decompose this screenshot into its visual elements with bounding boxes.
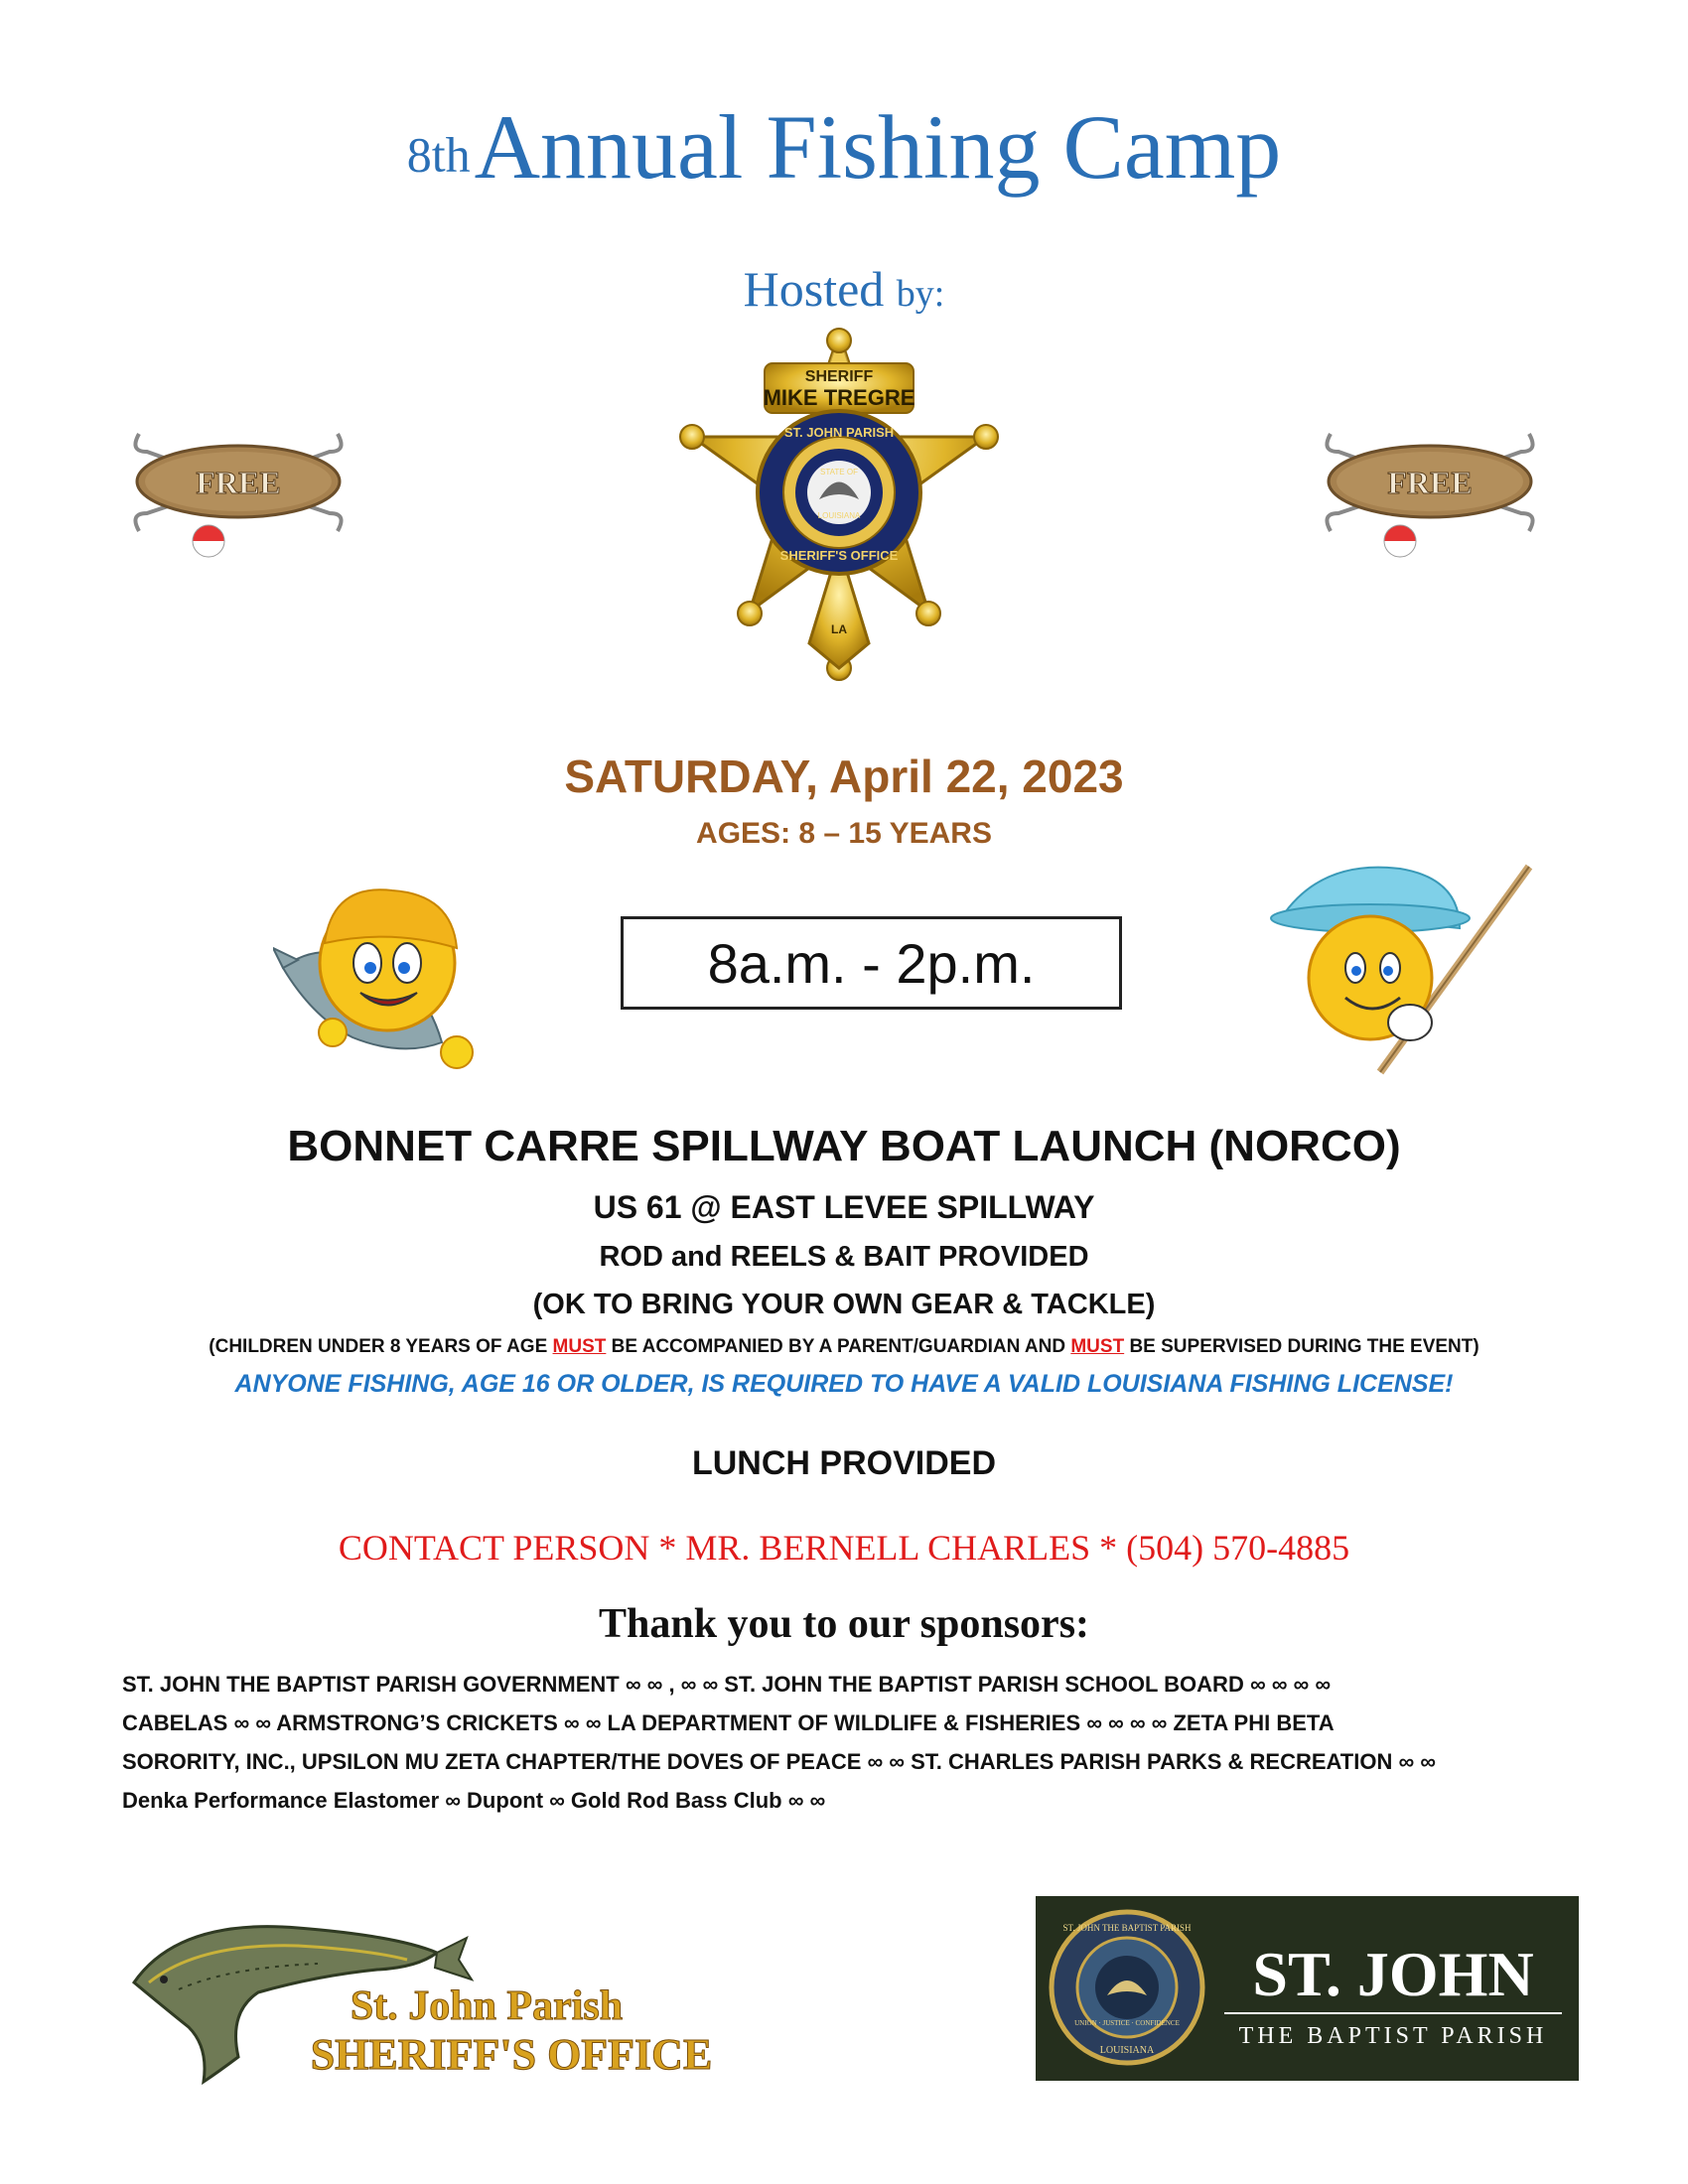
hosted-word: Hosted — [743, 261, 885, 317]
seal-motto: UNION · JUSTICE · CONFIDENCE — [1074, 2019, 1180, 2027]
sponsor-line: CABELAS ∞ ∞ ARMSTRONG’S CRICKETS ∞ ∞ LA DEPARTMENT OF WILDLIFE & FISHERIES ∞ ∞ ∞ ∞ ZETA PHI BETA — [122, 1710, 1335, 1735]
title-ordinal: 8th — [406, 126, 471, 183]
free-label: FREE — [196, 465, 281, 500]
seal-ring-text: ST. JOHN THE BAPTIST PARISH — [1062, 1923, 1192, 1933]
children-must-2: MUST — [1070, 1336, 1125, 1357]
seal-state: LOUISIANA — [1099, 2045, 1155, 2056]
sheriff-logo-line1: St. John Parish — [350, 1983, 624, 2029]
children-text-2: BE ACCOMPANIED BY A PARENT/GUARDIAN AND — [606, 1336, 1071, 1357]
event-date: SATURDAY, April 22, 2023 — [564, 751, 1124, 802]
badge-ring-top: ST. JOHN PARISH — [783, 425, 895, 440]
children-text-1: (CHILDREN UNDER 8 YEARS OF AGE — [209, 1336, 553, 1357]
sponsor-line: ST. JOHN THE BAPTIST PARISH GOVERNMENT ∞ ∞ , ∞ ∞ ST. JOHN THE BAPTIST PARISH SCHOOL BOARD ∞ ∞ ∞ ∞ — [122, 1672, 1332, 1697]
page-title — [0, 94, 1688, 233]
license-notice: ANYONE FISHING, AGE 16 OR OLDER, IS REQUIRED TO HAVE A VALID LOUISIANA FISHING LICENSE! — [234, 1370, 1454, 1398]
title-main: Annual Fishing Camp — [474, 96, 1282, 198]
children-text-3: BE SUPERVISED DURING THE EVENT) — [1124, 1336, 1479, 1357]
hosted-by-line — [0, 260, 1688, 320]
badge-point-label: LA — [831, 622, 847, 636]
sheriff-office-fish-logo — [119, 1898, 834, 2087]
sheriff-badge-logo — [670, 326, 1008, 693]
fishing-emoji-right — [1261, 859, 1549, 1077]
sponsors-heading: Thank you to our sponsors: — [598, 1601, 1090, 1647]
stjohn-logo-sub: THE BAPTIST PARISH — [1238, 2023, 1548, 2049]
sponsor-line: SORORITY, INC., UPSILON MU ZETA CHAPTER/THE DOVES OF PEACE ∞ ∞ ST. CHARLES PARISH PARKS & RECREATION ∞ ∞ — [122, 1749, 1436, 1774]
event-time-box: 8a.m. - 2p.m. — [621, 916, 1122, 1010]
fishing-emoji-left — [273, 869, 501, 1082]
children-notice — [0, 1336, 1688, 1358]
contact-person: CONTACT PERSON * MR. BERNELL CHARLES * (504) 570-4885 — [338, 1528, 1350, 1568]
children-must-1: MUST — [552, 1336, 607, 1357]
badge-name: MIKE TREGRE — [763, 385, 915, 410]
badge-ring-bottom: SHERIFF'S OFFICE — [779, 548, 899, 563]
badge-seal-bottom: LOUISIANA — [817, 511, 861, 520]
sponsor-line: Denka Performance Elastomer ∞ Dupont ∞ Gold Rod Bass Club ∞ ∞ — [122, 1788, 826, 1813]
rods-provided: ROD and REELS & BAIT PROVIDED — [599, 1241, 1089, 1273]
free-sign-right — [1321, 422, 1539, 566]
stjohn-logo-main: ST. JOHN — [1252, 1939, 1534, 2009]
event-route: US 61 @ EAST LEVEE SPILLWAY — [593, 1189, 1095, 1225]
lunch-provided: LUNCH PROVIDED — [691, 1444, 997, 1482]
own-gear-note: (OK TO BRING YOUR OWN GEAR & TACKLE) — [532, 1289, 1156, 1320]
badge-seal-top: STATE OF — [820, 468, 858, 477]
sheriff-logo-line2: SHERIFF'S OFFICE — [310, 2030, 713, 2079]
free-label: FREE — [1387, 465, 1473, 500]
event-location: BONNET CARRE SPILLWAY BOAT LAUNCH (NORCO) — [287, 1122, 1401, 1170]
st-john-parish-logo — [1036, 1896, 1579, 2081]
sponsors-list — [122, 1665, 1592, 1820]
free-sign-left — [129, 422, 348, 566]
badge-top-arc: SHERIFF — [804, 368, 874, 385]
hosted-by-word: by: — [896, 273, 945, 315]
event-ages: AGES: 8 – 15 YEARS — [696, 817, 992, 850]
